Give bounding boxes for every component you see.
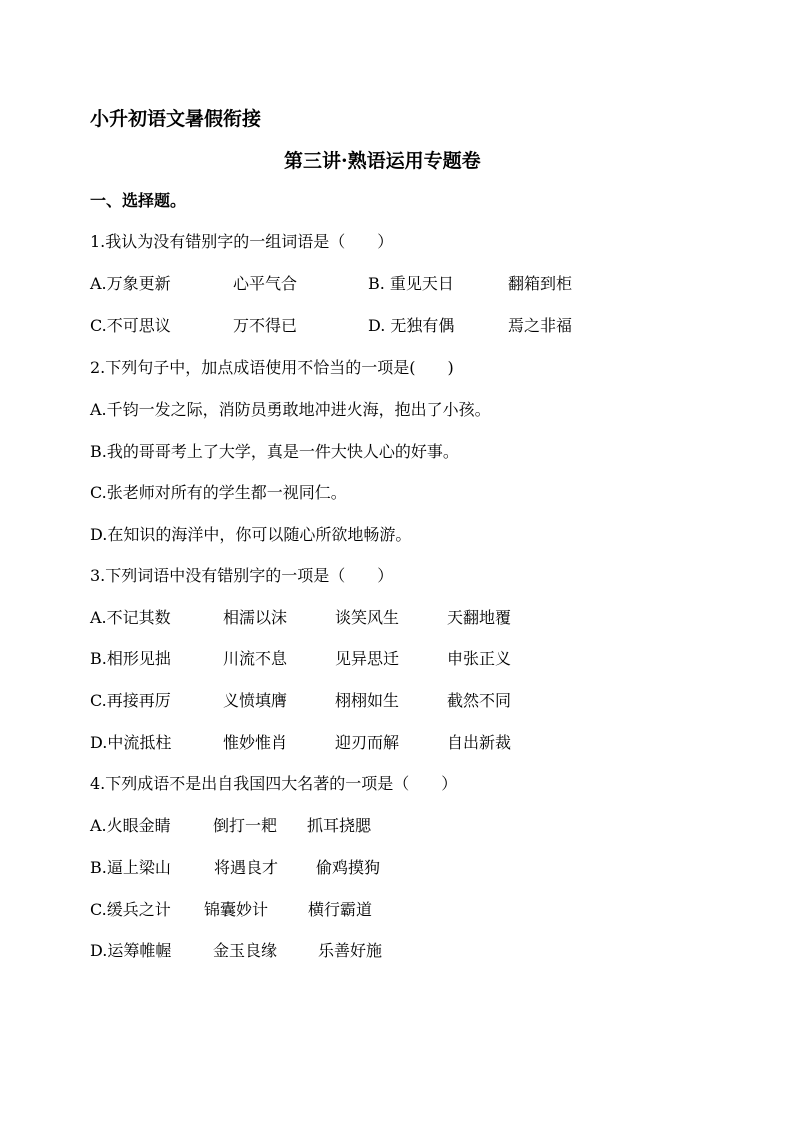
q4-option-d (90, 939, 710, 963)
q3-a-word-3: 谈笑风生 (335, 608, 400, 627)
q3-d-word-1: D.中流抵柱 (90, 733, 172, 752)
q4-a-word-2: 倒打一耙 (213, 816, 278, 835)
q1-option-c-word: 万不得已 (233, 316, 298, 335)
q3-d-word-3: 迎刃而解 (335, 733, 400, 752)
q1-option-b: B. 重见天日 (368, 274, 454, 293)
q3-a-word-1: A.不记其数 (90, 608, 171, 627)
question-1-row-ab (90, 272, 710, 296)
question-1-row-cd (90, 314, 710, 338)
question-4-stem: 4.下列成语不是出自我国四大名著的一项是（ ） (90, 774, 458, 793)
q3-b-word-2: 川流不息 (223, 649, 288, 668)
q4-option-a (90, 814, 710, 838)
q4-c-word-3: 横行霸道 (308, 900, 373, 919)
q1-option-a-word: 心平气合 (233, 274, 298, 293)
q1-option-b-word: 翻箱到柜 (508, 274, 573, 293)
q1-option-c: C.不可思议 (90, 316, 171, 335)
q1-option-d-word: 焉之非福 (508, 316, 573, 335)
q3-option-d (90, 731, 710, 755)
question-1-stem: 1.我认为没有错别字的一组词语是（ ） (90, 232, 394, 251)
q3-c-word-2: 义愤填膺 (223, 691, 288, 710)
q3-b-word-1: B.相形见拙 (90, 649, 171, 668)
q2-option-d: D.在知识的海洋中，你可以随心所欲地畅游。 (90, 525, 412, 544)
q3-b-word-3: 见异思迁 (335, 649, 400, 668)
q3-c-word-3: 栩栩如生 (335, 691, 400, 710)
q3-b-word-4: 申张正义 (447, 649, 512, 668)
section-heading: 一、选择题。 (90, 191, 187, 210)
q3-c-word-4: 截然不同 (447, 691, 512, 710)
q2-option-c: C.张老师对所有的学生都一视同仁。 (90, 483, 347, 502)
q4-c-word-2: 锦囊妙计 (204, 900, 269, 919)
q4-option-b (90, 856, 710, 880)
q4-d-word-1: D.运筹帷幄 (90, 941, 172, 960)
q1-option-a: A.万象更新 (90, 274, 171, 293)
q3-d-word-2: 惟妙惟肖 (223, 733, 288, 752)
q4-d-word-3: 乐善好施 (318, 941, 383, 960)
q4-c-word-1: C.缓兵之计 (90, 900, 171, 919)
q4-option-c (90, 898, 710, 922)
document-subtitle: 第三讲·熟语运用专题卷 (284, 150, 481, 172)
question-3-stem: 3.下列词语中没有错别字的一项是（ ） (90, 566, 394, 585)
q3-option-a (90, 606, 710, 630)
document-title: 小升初语文暑假衔接 (90, 108, 262, 130)
q3-c-word-1: C.再接再厉 (90, 691, 171, 710)
q4-b-word-2: 将遇良才 (214, 858, 279, 877)
q1-option-d: D. 无独有偶 (368, 316, 455, 335)
q4-a-word-3: 抓耳挠腮 (307, 816, 372, 835)
q2-option-a: A.千钧一发之际，消防员勇敢地冲进火海，抱出了小孩。 (90, 400, 491, 419)
q4-b-word-3: 偷鸡摸狗 (316, 858, 381, 877)
q3-d-word-4: 自出新裁 (447, 733, 512, 752)
q4-a-word-1: A.火眼金睛 (90, 816, 171, 835)
q4-b-word-1: B.逼上梁山 (90, 858, 171, 877)
q3-a-word-4: 天翻地覆 (447, 608, 512, 627)
q3-option-b (90, 647, 710, 671)
q3-option-c (90, 689, 710, 713)
question-2-stem: 2.下列句子中，加点成语使用不恰当的一项是( ) (90, 358, 454, 377)
q2-option-b: B.我的哥哥考上了大学，真是一件大快人心的好事。 (90, 442, 459, 461)
q4-d-word-2: 金玉良缘 (213, 941, 278, 960)
q3-a-word-2: 相濡以沫 (223, 608, 288, 627)
